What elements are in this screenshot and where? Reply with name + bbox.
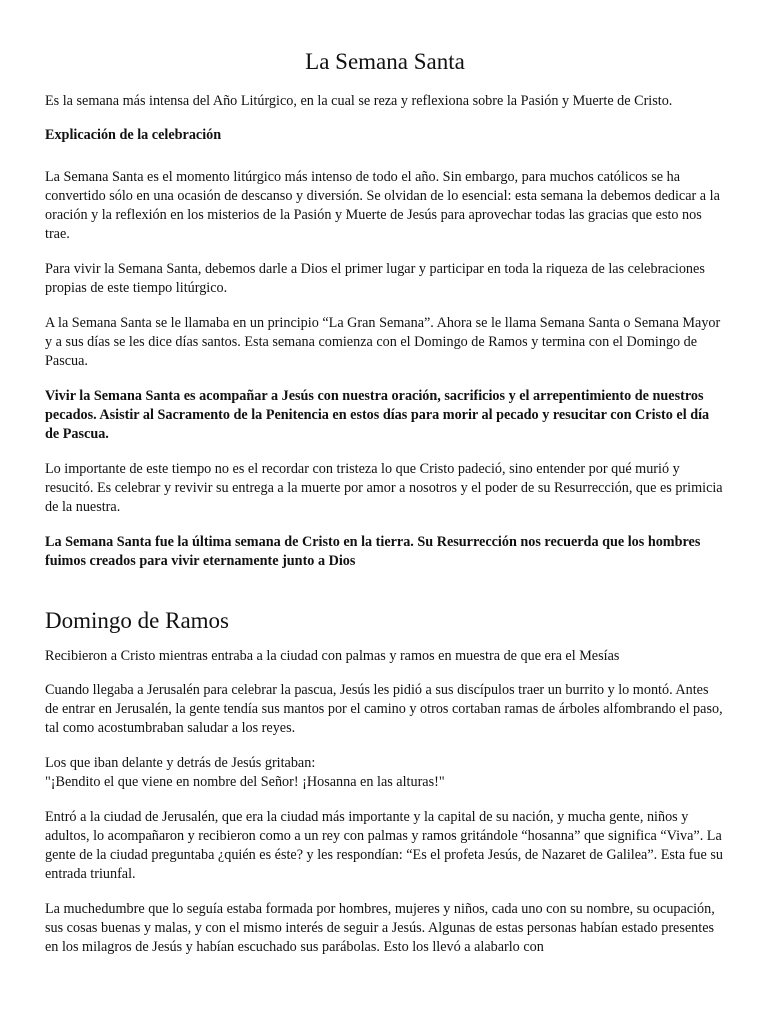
page-title: La Semana Santa <box>305 49 465 74</box>
paragraph: La muchedumbre que lo seguía estaba formada por hombres, mujeres y niños, cada uno con su nombre, su ocupación, sus cosas buenas y malas, y con el mismo interés de seguir a Jesús. Algunas de estas personas habían estado presentes en los milagros de Jesús y habían escuchado sus parábolas. Esto los llevó a alabarlo con <box>45 901 715 955</box>
subheading: Explicación de la celebración <box>45 127 222 143</box>
bold-paragraph: Vivir la Semana Santa es acompañar a Jesús con nuestra oración, sacrificios y el arrepentimiento de nuestros pecados. Asistir al Sacramento de la Penitencia en estos días para morir al pecado y resucitar con Cristo el día de Pascua. <box>45 388 710 442</box>
quote-text: "¡Bendito el que viene en nombre del Señor! ¡Hosanna en las alturas!" <box>45 774 445 790</box>
paragraph: Lo importante de este tiempo no es el recordar con tristeza lo que Cristo padeció, sino entender por qué murió y resucitó. Es celebrar y revivir su entrega a la muerte por amor a nosotros y el poder de su Resurrección, que es primicia de la nuestra. <box>45 461 723 515</box>
document-page <box>45 48 725 973</box>
paragraph: La Semana Santa es el momento litúrgico más intenso de todo el año. Sin embargo, para muchos católicos se ha convertido sólo en una ocasión de descanso y diversión. Se olvidan de lo esencial: esta semana la debemos dedicar a la oración y la reflexión en los misterios de la Pasión y Muerte de Jesús para aprovechar todas las gracias que esto nos trae. <box>45 169 720 242</box>
section-title: Domingo de Ramos <box>45 608 229 633</box>
quote-intro: Los que iban delante y detrás de Jesús gritaban: <box>45 755 316 771</box>
quote-block <box>45 754 725 792</box>
intro-paragraph: Recibieron a Cristo mientras entraba a la ciudad con palmas y ramos en muestra de que era el Mesías <box>45 648 620 664</box>
paragraph: A la Semana Santa se le llamaba en un principio “La Gran Semana”. Ahora se le llama Semana Santa o Semana Mayor y a sus días se les dice días santos. Esta semana comienza con el Domingo de Ramos y termina con el Domingo de Pascua. <box>45 315 721 369</box>
bold-paragraph: La Semana Santa fue la última semana de Cristo en la tierra. Su Resurrección nos recuerda que los hombres fuimos creados para vivir eternamente junto a Dios <box>45 534 701 569</box>
intro-paragraph: Es la semana más intensa del Año Litúrgico, en la cual se reza y reflexiona sobre la Pasión y Muerte de Cristo. <box>45 93 673 109</box>
paragraph: Para vivir la Semana Santa, debemos darle a Dios el primer lugar y participar en toda la riqueza de las celebraciones propias de este tiempo litúrgico. <box>45 261 705 296</box>
paragraph: Cuando llegaba a Jerusalén para celebrar la pascua, Jesús les pidió a sus discípulos traer un burrito y lo montó. Antes de entrar en Jerusalén, la gente tendía sus mantos por el camino y otros cortaban ramas de árboles alfombrando el paso, tal como acostumbraban saludar a los reyes. <box>45 682 723 736</box>
paragraph: Entró a la ciudad de Jerusalén, que era la ciudad más importante y la capital de su nación, y mucha gente, niños y adultos, lo acompañaron y recibieron como a un rey con palmas y ramos gritándole “hosanna” que significa “Viva”. La gente de la ciudad preguntaba ¿quién es éste? y les respondían: “Es el profeta Jesús, de Nazaret de Galilea”. Esta fue su entrada triunfal. <box>45 809 723 882</box>
